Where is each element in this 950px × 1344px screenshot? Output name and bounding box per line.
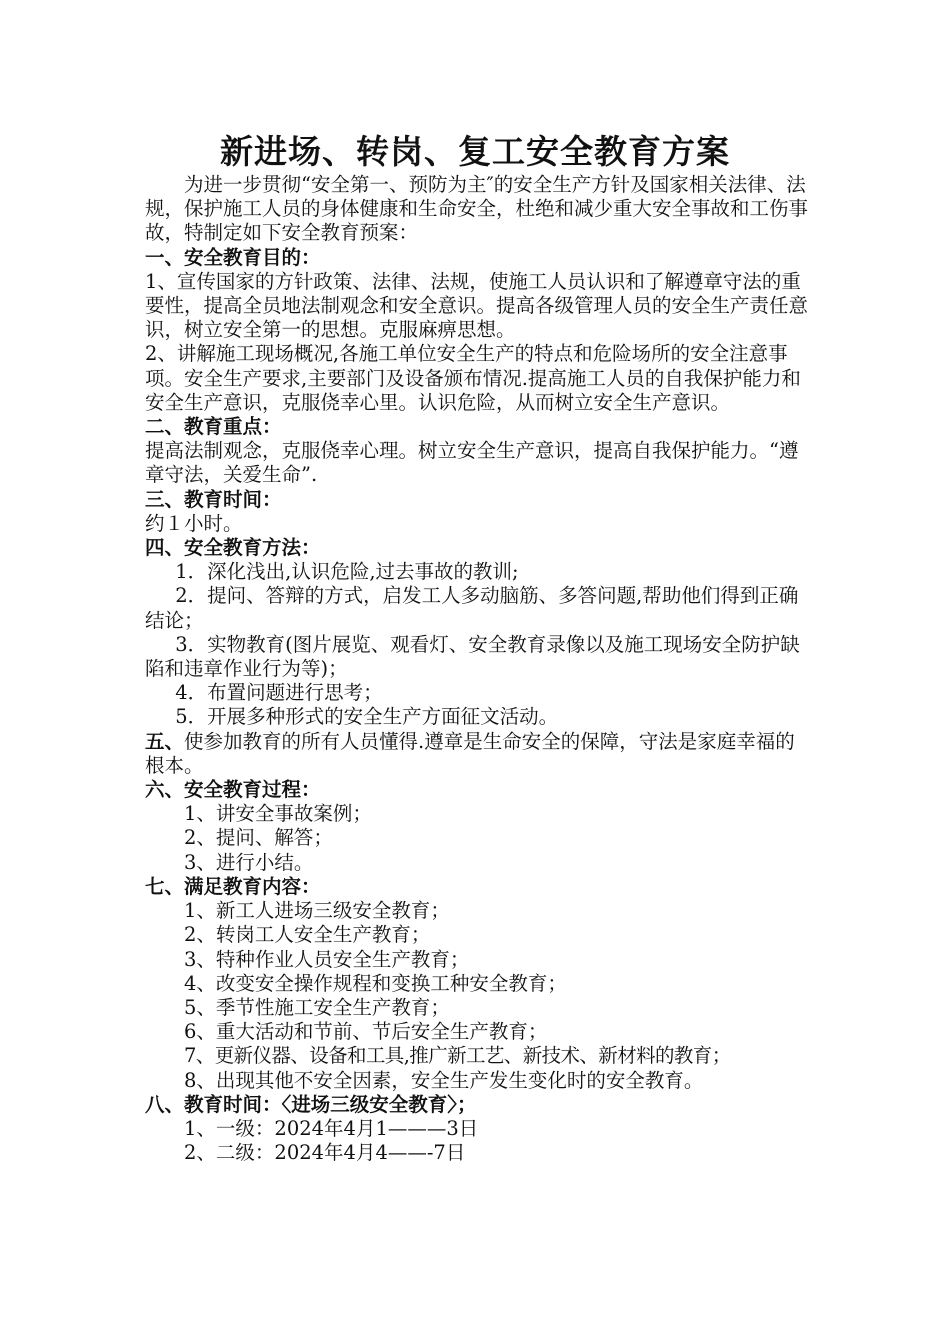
list-item: 2．提问、答辩的方式，启发工人多动脑筋、多答问题,帮助他们得到正确结论；: [145, 584, 799, 632]
list-item: 1、新工人进场三级安全教育；: [184, 899, 450, 923]
list-item: 3、特种作业人员安全生产教育；: [184, 947, 470, 971]
list-item: 2、二级：2024年4月4——-7日: [184, 1141, 466, 1165]
document-body: [145, 173, 809, 1165]
list-item: 3、进行小结。: [184, 850, 314, 874]
section-5-text: 使参加教育的所有人员懂得.遵章是生命安全的保障，守法是家庭幸福的根本。: [145, 729, 795, 777]
list-item: 5、季节性施工安全生产教育；: [184, 995, 450, 1019]
list-item: 8、出现其他不安全因素，安全生产发生变化时的安全教育。: [184, 1068, 704, 1092]
section-6-heading: 六、安全教育过程：: [145, 778, 321, 802]
section-5-heading: 五、: [145, 729, 185, 753]
list-item: 1．深化浅出,认识危险,过去事故的教训;: [175, 560, 519, 584]
section-4-heading: 四、安全教育方法：: [145, 536, 321, 560]
section-3-heading: 三、教育时间：: [145, 487, 282, 511]
document-title: 新进场、转岗、复工安全教育方案: [220, 132, 730, 171]
section-2-heading: 二、教育重点：: [145, 415, 282, 439]
section-8-heading: 八、教育时间：〈进场三级安全教育〉；: [145, 1092, 477, 1116]
section-1-heading: 一、安全教育目的：: [145, 245, 321, 269]
section-2-text: 提高法制观念，克服侥幸心理。树立安全生产意识，提高自我保护能力。“遵章守法，关爱生命”.: [145, 439, 799, 487]
section-7-heading: 七、满足教育内容：: [145, 874, 321, 898]
section-5-paragraph: [145, 730, 809, 778]
list-item: 1、一级：2024年4月1———3日: [184, 1116, 479, 1140]
list-item: 3．实物教育(图片展览、观看灯、安全教育录像以及施工现场安全防护缺陷和违章作业行为等)；: [145, 632, 800, 681]
section-1-paragraph-1: 1、宣传国家的方针政策、法律、法规，使施工人员认识和了解遵章守法的重要性，提高全员地法制观念和安全意识。提高各级管理人员的安全生产责任意识，树立安全第一的思想。克服麻痹思想。: [145, 269, 809, 342]
list-item: 6、重大活动和节前、节后安全生产教育；: [184, 1020, 548, 1044]
list-item: 2、提问、解答；: [184, 826, 333, 850]
list-item: 1、讲安全事故案例；: [184, 802, 372, 826]
list-item: 4．布置问题进行思考；: [175, 681, 383, 705]
section-3-text: 约１小时。: [145, 511, 243, 535]
list-item: 7、更新仪器、设备和工具,推广新工艺、新技术、新材料的教育；: [184, 1044, 731, 1068]
section-1-paragraph-2: 2、讲解施工现场概况,各施工单位安全生产的特点和危险场所的安全注意事项。安全生产要求,主要部门及设备颁布情况.提高施工人员的自我保护能力和安全生产意识，克服侥幸心里。认识危险，从而树立安全生产意识。: [145, 342, 801, 414]
list-item: 4、改变安全操作规程和变换工种安全教育；: [184, 971, 567, 995]
intro-paragraph: 为进一步贯彻“安全第一、预防为主″的安全生产方针及国家相关法律、法规，保护施工人员的身体健康和生命安全，杜绝和减少重大安全事故和工伤事故，特制定如下安全教育预案：: [145, 173, 809, 245]
list-item: 2、转岗工人安全生产教育；: [184, 923, 431, 947]
list-item: 5．开展多种形式的安全生产方面征文活动。: [175, 705, 559, 729]
